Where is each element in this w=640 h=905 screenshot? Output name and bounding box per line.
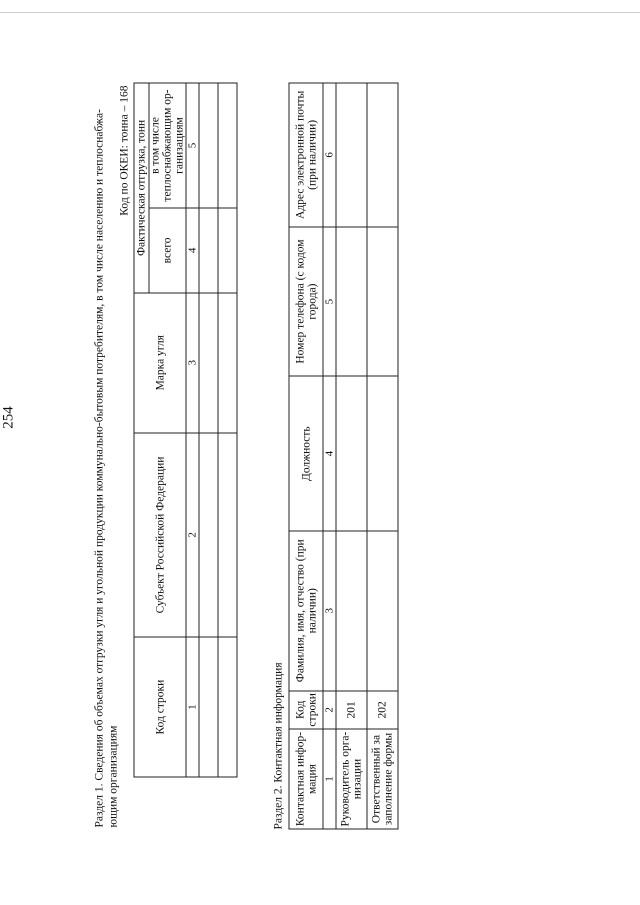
data-cell[interactable] — [218, 292, 237, 432]
header-contact-info: Контактная инфор-мация — [289, 729, 323, 829]
section1-table — [133, 82, 237, 777]
header-full-name: Фамилия, имя, отчество (при наличии) — [289, 530, 323, 690]
col-number: 2 — [323, 690, 336, 729]
header-email: Адрес электронной почты (при наличии) — [289, 83, 323, 227]
col-number: 3 — [186, 292, 199, 432]
data-cell[interactable] — [367, 530, 398, 690]
data-cell[interactable] — [367, 83, 398, 227]
col-number: 1 — [323, 729, 336, 829]
data-cell[interactable] — [218, 432, 237, 637]
header-heat-supply: в том числе теплоснабжающим ор-ганизациям — [149, 83, 186, 208]
row-label-responsible: Ответственный за заполнение формы — [367, 729, 398, 829]
data-cell[interactable] — [199, 432, 218, 637]
col-number: 4 — [186, 207, 199, 292]
data-cell[interactable] — [336, 226, 367, 376]
header-phone: Номер телефона (с кодом города) — [289, 226, 323, 376]
row-code: 201 — [336, 690, 367, 729]
col-number: 5 — [186, 83, 199, 208]
section1-title-line1: Раздел 1. Сведения об объемах отгрузки угля и угольной продукции коммунально-бытовым потребителям, в том числе населению и теплоснабжа- — [93, 108, 105, 827]
data-cell[interactable] — [336, 83, 367, 227]
section1-title-line2: ющим организациям — [107, 725, 119, 827]
row-code: 202 — [367, 690, 398, 729]
col-number: 3 — [323, 530, 336, 690]
data-cell[interactable] — [336, 376, 367, 531]
header-code: Код строки — [134, 637, 186, 777]
header-actual-shipment: Фактическая отгрузка, тонн — [134, 83, 149, 293]
col-number: 2 — [186, 432, 199, 637]
header-coal-grade: Марка угля — [134, 292, 186, 432]
col-number: 4 — [323, 376, 336, 531]
data-cell[interactable] — [199, 637, 218, 777]
section2-table — [288, 82, 398, 829]
data-cell[interactable] — [199, 292, 218, 432]
data-cell[interactable] — [199, 207, 218, 292]
header-total: всего — [149, 207, 186, 292]
col-number: 1 — [186, 637, 199, 777]
section1-title — [92, 27, 120, 827]
header-position: Должность — [289, 376, 323, 531]
data-cell[interactable] — [218, 83, 237, 208]
col-number: 5 — [323, 226, 336, 376]
section2-title: Раздел 2. Контактная информация — [272, 661, 284, 829]
page-number: 254 — [0, 405, 16, 429]
data-cell[interactable] — [336, 530, 367, 690]
okei-code: Код по ОКЕИ: тонна – 168 — [118, 85, 130, 216]
data-cell[interactable] — [367, 226, 398, 376]
data-cell[interactable] — [218, 637, 237, 777]
data-cell[interactable] — [367, 376, 398, 531]
row-label-head: Руководитель орга-низации — [336, 729, 367, 829]
col-number: 6 — [323, 83, 336, 227]
header-subject: Субъект Российской Федерации — [134, 432, 186, 637]
data-cell[interactable] — [199, 83, 218, 208]
data-cell[interactable] — [218, 207, 237, 292]
header-row-code: Код строки — [289, 690, 323, 729]
